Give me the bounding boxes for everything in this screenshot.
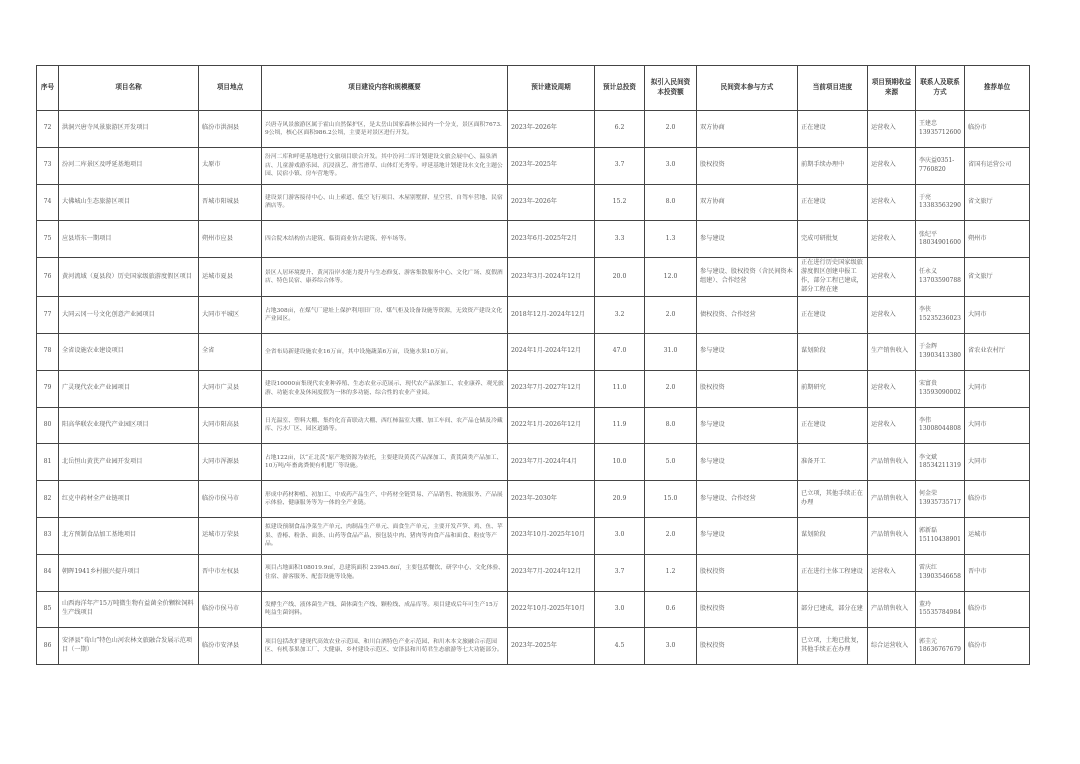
cell-total-investment: 47.0 xyxy=(595,333,645,370)
cell-revenue-source: 运营收入 xyxy=(868,407,916,444)
cell-name: 山西海洋年产15万吨微生物有益菌全价颗粒饲料生产线项目 xyxy=(59,591,199,628)
contact-name: 何金荣 xyxy=(919,490,938,498)
cell-progress: 完成可研批复 xyxy=(798,221,868,258)
cell-no: 75 xyxy=(37,221,59,258)
table-header-row xyxy=(37,66,1030,111)
contact-phone: 18534211319 xyxy=(919,462,961,470)
cell-recommending-unit: 省农业农村厅 xyxy=(965,333,1030,370)
cell-contact xyxy=(916,184,965,221)
project-table-page xyxy=(36,65,1029,665)
contact-phone: 13935712600 xyxy=(919,128,961,136)
contact-name: 李伟 xyxy=(919,416,932,424)
cell-recommending-unit: 临汾市 xyxy=(965,628,1030,665)
cell-name: 红克中药材全产业链项目 xyxy=(59,481,199,518)
cell-private-investment: 12.0 xyxy=(645,258,697,297)
cell-private-investment: 2.0 xyxy=(645,370,697,407)
contact-phone: 15110438901 xyxy=(919,535,961,543)
cell-private-investment: 1.2 xyxy=(645,554,697,591)
cell-period: 2024年1月-2024年12月 xyxy=(508,333,595,370)
header-revenue-source: 项目预期收益来源 xyxy=(868,66,916,111)
cell-content: 发酵生产线、液体菌生产线、菌体菌生产线、颗粒线、成品库等。项目建成后年可生产15万吨益生菌饲料。 xyxy=(262,591,508,628)
cell-no: 80 xyxy=(37,407,59,444)
header-contact: 联系人及联系方式 xyxy=(916,66,965,111)
contact-name: 雷庆红 xyxy=(919,563,938,571)
cell-total-investment: 3.3 xyxy=(595,221,645,258)
contact-phone: 13703590788 xyxy=(919,277,961,285)
cell-no: 79 xyxy=(37,370,59,407)
cell-progress: 部分已建成，部分在建 xyxy=(798,591,868,628)
header-recommending-unit: 推荐单位 xyxy=(965,66,1030,111)
cell-period: 2022年1月-2026年12月 xyxy=(508,407,595,444)
contact-phone: 13383563290 xyxy=(919,202,961,210)
cell-recommending-unit: 临汾市 xyxy=(965,591,1030,628)
cell-name: 大佛城山生态旅游区项目 xyxy=(59,184,199,221)
cell-location: 大同市平城区 xyxy=(199,297,262,334)
header-participation-mode: 民间资本参与方式 xyxy=(697,66,798,111)
cell-participation-mode: 股权投资 xyxy=(697,554,798,591)
cell-content: 占地122亩，以“正北芪”原产地资源为依托，主要建设黄芪产品深加工、黄芪菌类产品加工、10万吨/年畜禽粪便有机肥厂等设施。 xyxy=(262,444,508,481)
contact-name: 任永义 xyxy=(919,268,938,276)
cell-participation-mode: 债权投资、合作经营 xyxy=(697,297,798,334)
cell-no: 78 xyxy=(37,333,59,370)
cell-no: 83 xyxy=(37,517,59,554)
cell-location: 临汾市洪洞县 xyxy=(199,111,262,148)
cell-location: 全省 xyxy=(199,333,262,370)
cell-progress: 已立项，土地已批复，其他手续正在办理 xyxy=(798,628,868,665)
cell-location: 运城市万荣县 xyxy=(199,517,262,554)
table-row xyxy=(37,111,1030,148)
table-row xyxy=(37,481,1030,518)
contact-phone: 13903413380 xyxy=(919,351,961,359)
cell-period: 2023年7月-2024年4月 xyxy=(508,444,595,481)
cell-contact xyxy=(916,297,965,334)
cell-no: 72 xyxy=(37,111,59,148)
cell-no: 81 xyxy=(37,444,59,481)
cell-contact xyxy=(916,407,965,444)
cell-location: 临汾市侯马市 xyxy=(199,481,262,518)
table-row xyxy=(37,407,1030,444)
cell-period: 2023年-2026年 xyxy=(508,111,595,148)
table-row xyxy=(37,221,1030,258)
cell-revenue-source: 生产销售收入 xyxy=(868,333,916,370)
header-location: 项目地点 xyxy=(199,66,262,111)
cell-progress: 正在建设 xyxy=(798,111,868,148)
cell-contact xyxy=(916,591,965,628)
cell-location: 运城市夏县 xyxy=(199,258,262,297)
cell-participation-mode: 股权投资 xyxy=(697,591,798,628)
cell-participation-mode: 参与建设 xyxy=(697,221,798,258)
cell-location: 大同市广灵县 xyxy=(199,370,262,407)
cell-content: 四合院木结构仿古建筑、临街商业仿古建筑、停车场等。 xyxy=(262,221,508,258)
table-row xyxy=(37,370,1030,407)
table-row xyxy=(37,554,1030,591)
cell-participation-mode: 参与建设、合作经营 xyxy=(697,481,798,518)
cell-period: 2023年6月-2025年2月 xyxy=(508,221,595,258)
cell-location: 晋中市左权县 xyxy=(199,554,262,591)
cell-content: 占地308亩，在煤气厂建址上保护利用旧厂房、煤气柜及设备设施等资源，无效资产建设文化产业园区。 xyxy=(262,297,508,334)
cell-name: 朝晖1941乡村振兴提升项目 xyxy=(59,554,199,591)
cell-content: 景区人居环境提升、黄河沿岸水能力提升与生态修复、游客集散服务中心、文化广场、度假酒店、特色民宿、康养综合体等。 xyxy=(262,258,508,297)
table-row xyxy=(37,444,1030,481)
cell-total-investment: 11.9 xyxy=(595,407,645,444)
cell-no: 76 xyxy=(37,258,59,297)
cell-name: 汾河二库景区及呼延基地项目 xyxy=(59,147,199,184)
cell-content: 形成中药材种植、初加工、中成药产品生产、中药材全链贸易、产品销售、物流服务、产品展示体验、健康服务等为一体的全产业链。 xyxy=(262,481,508,518)
cell-content: 建设景门游客接待中心、山上索道、低空飞行项目、木屋别墅群、星空营、自驾车营地、民宿酒店等。 xyxy=(262,184,508,221)
contact-phone: 15535784984 xyxy=(919,609,961,617)
cell-location: 太原市 xyxy=(199,147,262,184)
cell-recommending-unit: 省文旅厅 xyxy=(965,184,1030,221)
cell-participation-mode: 参与建设 xyxy=(697,517,798,554)
cell-total-investment: 15.2 xyxy=(595,184,645,221)
contact-name: 张纪平 xyxy=(919,230,938,238)
cell-contact xyxy=(916,628,965,665)
cell-total-investment: 10.0 xyxy=(595,444,645,481)
cell-contact xyxy=(916,221,965,258)
contact-phone: 13593090002 xyxy=(919,388,961,396)
cell-revenue-source: 运营收入 xyxy=(868,221,916,258)
cell-name: 洪洞兴唐寺风景旅游区开发项目 xyxy=(59,111,199,148)
cell-no: 85 xyxy=(37,591,59,628)
cell-name: 北方预制食品加工基地项目 xyxy=(59,517,199,554)
cell-private-investment: 2.0 xyxy=(645,517,697,554)
cell-recommending-unit: 大同市 xyxy=(965,444,1030,481)
cell-total-investment: 3.0 xyxy=(595,591,645,628)
cell-contact xyxy=(916,517,965,554)
cell-private-investment: 8.0 xyxy=(645,184,697,221)
cell-recommending-unit: 朔州市 xyxy=(965,221,1030,258)
cell-revenue-source: 运营收入 xyxy=(868,370,916,407)
table-row xyxy=(37,147,1030,184)
cell-participation-mode: 双方协商 xyxy=(697,111,798,148)
cell-private-investment: 31.0 xyxy=(645,333,697,370)
contact-name: 郭圭元 xyxy=(919,637,938,645)
contact-name: 李庆益0351- xyxy=(919,157,955,164)
table-row xyxy=(37,517,1030,554)
contact-phone: 13008044808 xyxy=(919,425,961,433)
cell-total-investment: 3.0 xyxy=(595,517,645,554)
cell-name: 大同云冈一号文化创意产业园项目 xyxy=(59,297,199,334)
cell-participation-mode: 股权投资 xyxy=(697,370,798,407)
contact-name: 李侠 xyxy=(919,306,932,314)
cell-period: 2023年10月-2025年10月 xyxy=(508,517,595,554)
cell-recommending-unit: 运城市 xyxy=(965,517,1030,554)
table-row xyxy=(37,258,1030,297)
cell-content: 项目包括改扩建现代高效农业示范园、和川白酒特色产业示范园、和川木本文旅融合示范园区、有机茶果加工厂、大健康、乡村建设示范区、安泽县和川荀君生态旅游等七大功能部分。 xyxy=(262,628,508,665)
cell-content: 项目占地面积108019.9㎡，总建筑面积 23945.6㎡，主要包括餐饮、研学中心、文化体验、住宿、游客服务、配套设施等设施。 xyxy=(262,554,508,591)
cell-contact xyxy=(916,370,965,407)
cell-name: 北岳恒山黄芪产业园开发项目 xyxy=(59,444,199,481)
cell-period: 2023年-2025年 xyxy=(508,628,595,665)
cell-period: 2023年-2026年 xyxy=(508,184,595,221)
header-name: 项目名称 xyxy=(59,66,199,111)
cell-private-investment: 0.6 xyxy=(645,591,697,628)
table-body xyxy=(37,111,1030,665)
cell-no: 73 xyxy=(37,147,59,184)
cell-progress: 正在进行历史国家级旅游度假区创建申报工作，部分工程已建成，部分工程在建 xyxy=(798,258,868,297)
cell-content: 拟建设预制食品净菜生产单元、肉制品生产单元、面食生产单元，主要开发芦笋、鸡、鱼、苹果、香椿、粉条、面条、山药等食品产品，预包装中肉、猪肉等肉食产品和面食、粉皮等产品。 xyxy=(262,517,508,554)
contact-name: 李文斌 xyxy=(919,453,938,461)
cell-location: 大同市浑源县 xyxy=(199,444,262,481)
table-row xyxy=(37,333,1030,370)
cell-period: 2023年7月-2027年12月 xyxy=(508,370,595,407)
cell-recommending-unit: 晋中市 xyxy=(965,554,1030,591)
cell-contact xyxy=(916,333,965,370)
header-total-investment: 预计总投资 xyxy=(595,66,645,111)
cell-recommending-unit: 大同市 xyxy=(965,370,1030,407)
contact-phone: 18034901600 xyxy=(919,239,961,247)
cell-contact xyxy=(916,481,965,518)
cell-revenue-source: 运营收入 xyxy=(868,111,916,148)
cell-revenue-source: 运营收入 xyxy=(868,297,916,334)
cell-revenue-source: 运营收入 xyxy=(868,554,916,591)
cell-content: 汾河二库和呼延基地进行文旅项目联合开发。其中汾河二库计划建设文旅会展中心、温泉酒店、儿童游戏游乐园、沉浸演艺、滑雪滑草、山体灯光秀等。呼延基地计划建设水文化主题公园、民宿小镇、房车营地等。 xyxy=(262,147,508,184)
cell-contact xyxy=(916,147,965,184)
contact-phone: 13935735717 xyxy=(919,499,961,506)
cell-name: 应县塔东一期项目 xyxy=(59,221,199,258)
cell-revenue-source: 产品销售收入 xyxy=(868,481,916,518)
cell-recommending-unit: 临汾市 xyxy=(965,481,1030,518)
table-row xyxy=(37,297,1030,334)
cell-progress: 准备开工 xyxy=(798,444,868,481)
cell-contact xyxy=(916,258,965,297)
cell-name: 安泽县“荀山”特色山河农林文旅融合发展示范项目（一期） xyxy=(59,628,199,665)
cell-revenue-source: 运营收入 xyxy=(868,184,916,221)
cell-no: 84 xyxy=(37,554,59,591)
cell-total-investment: 4.5 xyxy=(595,628,645,665)
project-table xyxy=(36,65,1030,665)
cell-total-investment: 6.2 xyxy=(595,111,645,148)
contact-name: 王建忠 xyxy=(919,120,938,128)
cell-participation-mode: 股权投资 xyxy=(697,628,798,665)
cell-participation-mode: 参与建设 xyxy=(697,407,798,444)
cell-name: 全省设施农业建设项目 xyxy=(59,333,199,370)
cell-name: 阳高华联农业现代产业园区项目 xyxy=(59,407,199,444)
cell-period: 2022年10月-2025年10月 xyxy=(508,591,595,628)
cell-progress: 前期手续办理中 xyxy=(798,147,868,184)
cell-contact xyxy=(916,444,965,481)
cell-no: 74 xyxy=(37,184,59,221)
cell-content: 建设10000亩集现代农业种养殖、生态农业示范展示、现代农产品深加工、农业康养、观光旅游、功能农业及休闲度假为一体的多功能、综合性的农业产业园。 xyxy=(262,370,508,407)
cell-revenue-source: 产品销售收入 xyxy=(868,517,916,554)
cell-recommending-unit: 大同市 xyxy=(965,407,1030,444)
cell-period: 2023年3月-2024年12月 xyxy=(508,258,595,297)
header-private-investment: 拟引入民间资本投资额 xyxy=(645,66,697,111)
cell-participation-mode: 双方协商 xyxy=(697,184,798,221)
cell-location: 临汾市侯马市 xyxy=(199,591,262,628)
contact-name: 郭新磊 xyxy=(919,527,938,535)
cell-revenue-source: 运营收入 xyxy=(868,258,916,297)
cell-progress: 正在建设 xyxy=(798,184,868,221)
cell-content: 兴唐寺风景旅游区属于霍山自然保护区，是太岳山国家森林公园内一个分支，景区面积7673.9公顷，核心区面积986.2公顷，主要是对景区进行开发。 xyxy=(262,111,508,148)
header-content: 项目建设内容和规模概要 xyxy=(262,66,508,111)
cell-progress: 正在建设 xyxy=(798,407,868,444)
cell-participation-mode: 参与建设 xyxy=(697,333,798,370)
cell-private-investment: 8.0 xyxy=(645,407,697,444)
cell-recommending-unit: 省国有运营公司 xyxy=(965,147,1030,184)
cell-progress: 谋划阶段 xyxy=(798,333,868,370)
table-row xyxy=(37,184,1030,221)
cell-recommending-unit: 大同市 xyxy=(965,297,1030,334)
cell-total-investment: 11.0 xyxy=(595,370,645,407)
cell-recommending-unit: 省文旅厅 xyxy=(965,258,1030,297)
cell-content: 全省布局新建设施农业16万亩，其中设施蔬菜6万亩，设施水果10万亩。 xyxy=(262,333,508,370)
cell-revenue-source: 运营收入 xyxy=(868,147,916,184)
contact-name: 于金辉 xyxy=(919,343,938,351)
cell-contact xyxy=(916,111,965,148)
cell-period: 2018年12月-2024年12月 xyxy=(508,297,595,334)
cell-participation-mode: 参与建设 xyxy=(697,444,798,481)
cell-total-investment: 3.2 xyxy=(595,297,645,334)
cell-period: 2023年-2030年 xyxy=(508,481,595,518)
cell-period: 2023年7月-2024年12月 xyxy=(508,554,595,591)
cell-period: 2023年-2025年 xyxy=(508,147,595,184)
contact-name: 于亮 xyxy=(919,193,932,201)
cell-participation-mode: 参与建设、股权投资（含民间资本组建）、合作经营 xyxy=(697,258,798,297)
cell-content: 日光温室、塑料大棚、集约化育苗联动大棚、西红柿温室大棚、加工车间、农产品仓储及冷藏库、污水厂区、园区道路等。 xyxy=(262,407,508,444)
contact-name: 宋富贵 xyxy=(919,379,938,387)
cell-revenue-source: 产品销售收入 xyxy=(868,591,916,628)
cell-name: 黄河流域（夏县段）历史国家级旅游度假区项目 xyxy=(59,258,199,297)
cell-private-investment: 1.3 xyxy=(645,221,697,258)
cell-progress: 谋划阶段 xyxy=(798,517,868,554)
contact-phone: 7760820 xyxy=(919,165,946,173)
header-no: 序号 xyxy=(37,66,59,111)
cell-name: 广灵现代农业产业园项目 xyxy=(59,370,199,407)
cell-recommending-unit: 临汾市 xyxy=(965,111,1030,148)
cell-no: 86 xyxy=(37,628,59,665)
cell-progress: 正在建设 xyxy=(798,297,868,334)
cell-total-investment: 3.7 xyxy=(595,554,645,591)
cell-total-investment: 3.7 xyxy=(595,147,645,184)
cell-progress: 前期研究 xyxy=(798,370,868,407)
contact-phone: 15235236023 xyxy=(919,315,961,323)
cell-progress: 正在进行主体工程建设 xyxy=(798,554,868,591)
header-period: 预计建设周期 xyxy=(508,66,595,111)
contact-phone: 18636767679 xyxy=(919,646,961,654)
cell-private-investment: 5.0 xyxy=(645,444,697,481)
cell-location: 朔州市应县 xyxy=(199,221,262,258)
cell-private-investment: 2.0 xyxy=(645,111,697,148)
cell-total-investment: 20.0 xyxy=(595,258,645,297)
table-row xyxy=(37,628,1030,665)
header-progress: 当前项目进度 xyxy=(798,66,868,111)
cell-revenue-source: 产品销售收入 xyxy=(868,444,916,481)
contact-phone: 13903546658 xyxy=(919,572,961,580)
cell-private-investment: 15.0 xyxy=(645,481,697,518)
cell-private-investment: 2.0 xyxy=(645,297,697,334)
cell-location: 临汾市安泽县 xyxy=(199,628,262,665)
contact-name: 董玲 xyxy=(919,600,932,608)
cell-total-investment: 20.9 xyxy=(595,481,645,518)
cell-participation-mode: 股权投资 xyxy=(697,147,798,184)
table-row xyxy=(37,591,1030,628)
cell-contact xyxy=(916,554,965,591)
cell-revenue-source: 综合运营收入 xyxy=(868,628,916,665)
cell-location: 大同市阳高县 xyxy=(199,407,262,444)
cell-private-investment: 3.0 xyxy=(645,147,697,184)
cell-no: 82 xyxy=(37,481,59,518)
cell-location: 晋城市阳城县 xyxy=(199,184,262,221)
cell-no: 77 xyxy=(37,297,59,334)
cell-private-investment: 3.0 xyxy=(645,628,697,665)
cell-progress: 已立项，其他手续正在办理 xyxy=(798,481,868,518)
